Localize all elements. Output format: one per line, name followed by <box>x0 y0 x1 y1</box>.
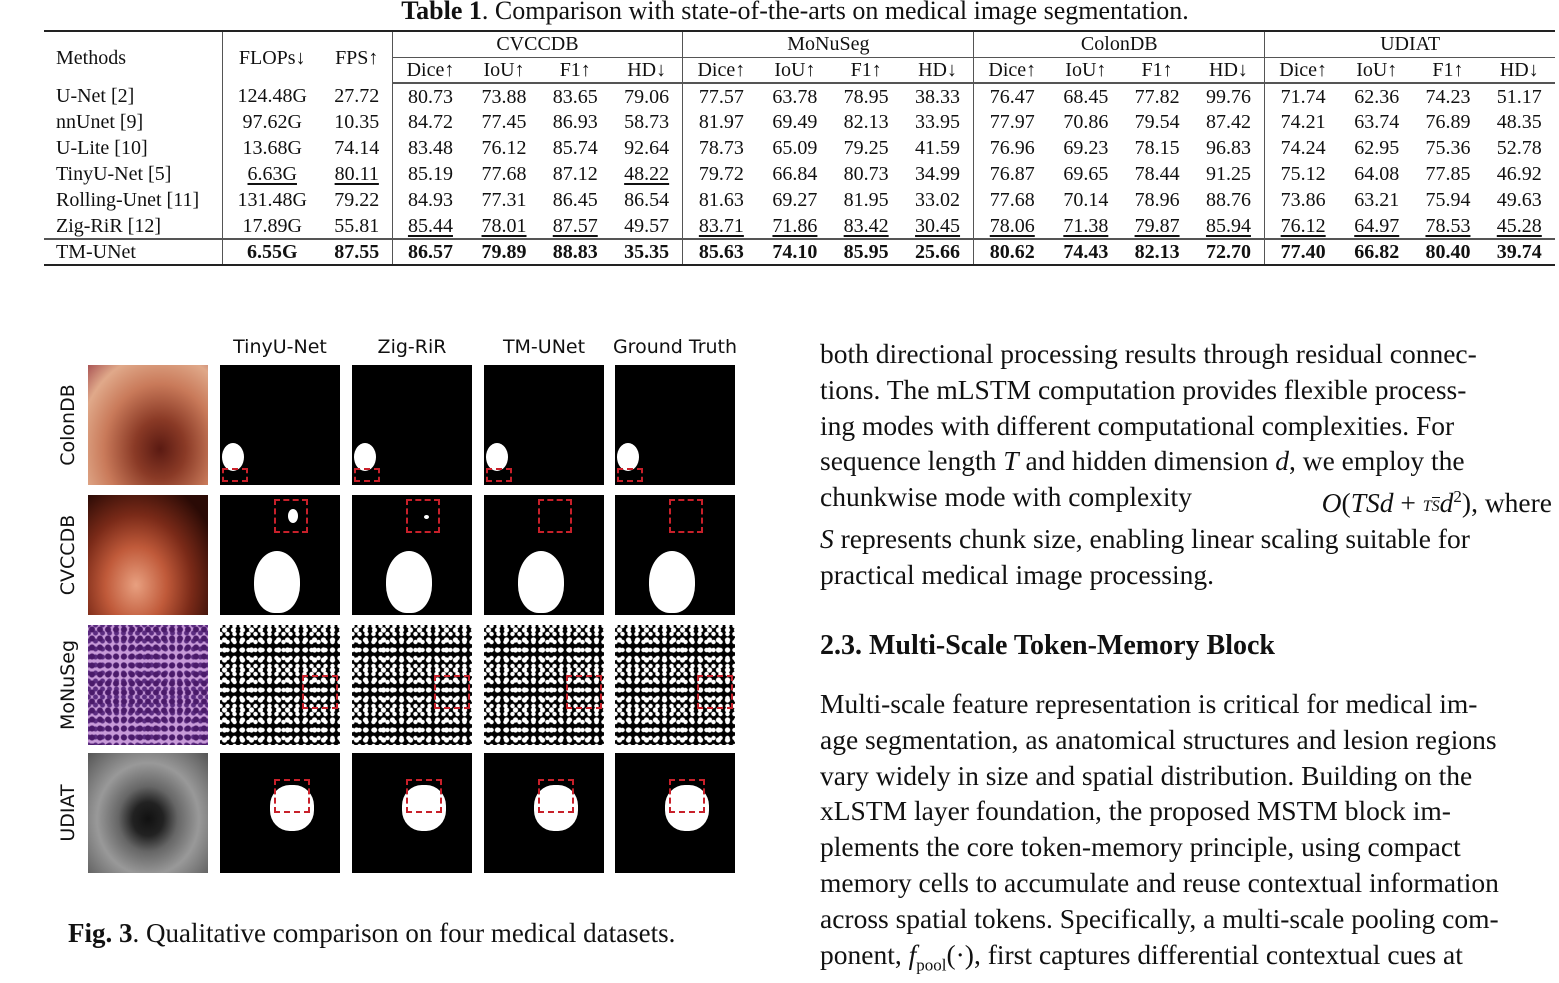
highlight-box <box>486 468 512 482</box>
method-name: nnUnet [9] <box>44 109 222 135</box>
table-cell: 77.45 <box>481 111 527 133</box>
table-cell: 17.89G <box>242 214 302 237</box>
table-cell: 78.53 <box>1425 214 1471 237</box>
table-cell: 35.35 <box>611 239 683 265</box>
table-cell: 69.27 <box>772 189 818 211</box>
segmentation-mask <box>352 365 472 485</box>
table-cell: 80.73 <box>843 163 889 185</box>
table-cell: 69.23 <box>1063 137 1109 159</box>
table-cell: 70.86 <box>1063 111 1109 133</box>
text-line: xLSTM layer foundation, the proposed MSTM block im- <box>820 795 1451 827</box>
table-cell: 83.71 <box>698 214 744 237</box>
table-cell: 48.35 <box>1496 111 1542 133</box>
header-metric: Dice↑ <box>683 57 759 83</box>
table-cell: 81.63 <box>698 189 744 211</box>
table-cell: 34.99 <box>902 161 974 187</box>
table-cell: 79.54 <box>1134 111 1180 133</box>
table-caption <box>0 0 1559 26</box>
table-cell: 87.57 <box>552 214 598 237</box>
highlight-box <box>697 675 733 709</box>
text-line: Multi-scale feature representation is critical for medical im- <box>820 688 1478 719</box>
figure-row-label: CVCCDB <box>57 514 79 596</box>
table-row <box>44 213 1555 239</box>
table-cell: 71.74 <box>1280 85 1326 108</box>
table-cell: 83.65 <box>552 85 598 108</box>
table-cell: 74.43 <box>1050 239 1121 265</box>
figure-caption <box>68 918 675 949</box>
table-cell: 85.74 <box>552 137 598 159</box>
figure-label: Fig. 3 <box>68 918 133 948</box>
table-cell: 86.45 <box>552 189 598 211</box>
segmentation-mask <box>615 753 735 873</box>
table-cell: 83.48 <box>407 137 453 159</box>
segmentation-mask <box>484 365 604 485</box>
segmentation-mask <box>615 365 735 485</box>
header-metric: IoU↑ <box>759 57 830 83</box>
table-cell: 49.57 <box>611 213 683 239</box>
table-cell: 70.14 <box>1063 189 1109 211</box>
table-cell: 77.82 <box>1134 85 1180 108</box>
header-metric: IoU↑ <box>1341 57 1412 83</box>
table-cell: 13.68G <box>242 137 302 159</box>
lesion-blob <box>486 443 508 471</box>
table-cell: 6.55G <box>222 239 322 265</box>
section-heading: 2.3. Multi-Scale Token-Memory Block <box>820 630 1275 661</box>
input-image <box>88 365 208 485</box>
table-cell: 64.08 <box>1354 163 1400 185</box>
table-cell: 30.45 <box>902 213 974 239</box>
highlight-box <box>617 468 643 482</box>
table-cell: 77.97 <box>989 111 1035 133</box>
table-cell: 75.94 <box>1425 189 1471 211</box>
text-line: chunkwise mode with complexity O(TSd + TSd$^2$), where <box>820 479 1552 521</box>
table-cell: 77.85 <box>1425 163 1471 185</box>
table-cell: 85.44 <box>407 214 453 237</box>
figure-row-label: MoNuSeg <box>57 639 79 731</box>
table-cell: 27.72 <box>322 83 392 109</box>
table-cell: 79.87 <box>1134 214 1180 237</box>
header-metric: F1↑ <box>1412 57 1483 83</box>
table-cell: 88.76 <box>1193 187 1265 213</box>
table-cell: 85.63 <box>683 239 759 265</box>
lesion-blob <box>254 551 300 613</box>
highlight-box <box>669 779 705 813</box>
table-cell: 80.11 <box>322 161 392 187</box>
table-cell: 76.47 <box>989 85 1035 108</box>
text-line: vary widely in size and spatial distribution. Building on the <box>820 759 1473 791</box>
table-cell: 91.25 <box>1193 161 1265 187</box>
table-cell: 82.13 <box>1121 239 1192 265</box>
lesion-blob <box>386 551 432 613</box>
table-cell: 69.65 <box>1063 163 1109 185</box>
table-cell: 33.02 <box>902 187 974 213</box>
table-cell: 84.93 <box>407 189 453 211</box>
table-cell: 87.55 <box>322 239 392 265</box>
table-cell: 74.23 <box>1425 85 1471 108</box>
header-metric: F1↑ <box>831 57 902 83</box>
table-cell: 71.86 <box>772 214 818 237</box>
highlight-box <box>274 779 310 813</box>
figure-caption-text: . Qualitative comparison on four medical datasets. <box>132 918 676 948</box>
table-cell: 77.68 <box>481 163 527 185</box>
segmentation-mask <box>352 753 472 873</box>
header-metric: IoU↑ <box>468 57 539 83</box>
table-cell: 80.40 <box>1412 239 1483 265</box>
table-cell: 86.93 <box>552 111 598 133</box>
table-caption-text: . Comparison with state-of-the-arts on medical image segmentation. <box>481 0 1189 25</box>
segmentation-mask <box>220 365 340 485</box>
figure-column-label: TinyU-Net <box>233 336 327 358</box>
segmentation-mask <box>220 625 340 745</box>
table-cell: 85.19 <box>407 163 453 185</box>
table-cell: 74.10 <box>759 239 830 265</box>
lesion-blob <box>222 443 244 471</box>
table-cell: 69.49 <box>772 111 818 133</box>
header-metric: F1↑ <box>1121 57 1192 83</box>
table-row <box>44 135 1555 161</box>
table-cell: 131.48G <box>237 189 307 211</box>
highlight-box <box>354 468 380 482</box>
figure-row-label: UDIAT <box>57 784 79 842</box>
text-line: plements the core token-memory principle, using compact <box>820 831 1461 863</box>
table-cell: 39.74 <box>1484 239 1555 265</box>
highlight-box <box>669 499 703 533</box>
table-cell: 81.97 <box>698 111 744 133</box>
table-cell: 73.88 <box>481 85 527 108</box>
highlight-box <box>222 468 248 482</box>
table-cell: 68.45 <box>1063 85 1109 108</box>
table-cell: 71.38 <box>1063 214 1109 237</box>
table-cell: 76.12 <box>1280 214 1326 237</box>
header-metric: HD↓ <box>902 57 974 83</box>
table-cell: 74.21 <box>1280 111 1326 133</box>
highlight-box <box>302 675 338 709</box>
table-cell: 87.12 <box>552 163 598 185</box>
highlight-box <box>538 779 574 813</box>
table-cell: 76.87 <box>989 163 1035 185</box>
header-fps: FPS↑ <box>322 31 392 83</box>
table-cell: 78.96 <box>1134 189 1180 211</box>
table-cell: 77.31 <box>481 189 527 211</box>
table-cell: 41.59 <box>902 135 974 161</box>
highlight-box <box>434 675 470 709</box>
header-metric: Dice↑ <box>974 57 1050 83</box>
text-line: ponent, $f_{pool}(\cdot)$, first captures differential contextual cues at <box>820 938 1463 975</box>
method-name: U-Lite [10] <box>44 135 222 161</box>
table-row <box>44 161 1555 187</box>
table-cell: 86.57 <box>392 239 468 265</box>
table-cell: 78.15 <box>1134 137 1180 159</box>
table-cell: 25.66 <box>902 239 974 265</box>
header-metric: HD↓ <box>1193 57 1265 83</box>
table-cell: 64.97 <box>1354 214 1400 237</box>
table-cell: 99.76 <box>1193 83 1265 109</box>
paragraph-2 <box>820 686 1552 983</box>
table-cell: 76.12 <box>481 137 527 159</box>
table-cell: 65.09 <box>772 137 818 159</box>
figure-column-label: Zig-RiR <box>377 336 447 358</box>
table-cell: 49.63 <box>1496 189 1542 211</box>
lesion-blob <box>617 443 639 471</box>
segmentation-mask <box>484 495 604 615</box>
text-line: tions. The mLSTM computation provides flexible process- <box>820 373 1467 405</box>
highlight-box <box>406 499 440 533</box>
method-name: Rolling-Unet [11] <box>44 187 222 213</box>
table-cell: 77.68 <box>989 189 1035 211</box>
header-dataset: ColonDB <box>974 31 1265 57</box>
segmentation-mask <box>484 625 604 745</box>
table-cell: 55.81 <box>322 213 392 239</box>
table-cell: 77.57 <box>698 85 744 108</box>
table-cell: 85.94 <box>1193 213 1265 239</box>
header-dataset: MoNuSeg <box>683 31 974 57</box>
method-name: U-Net [2] <box>44 83 222 109</box>
text-line: both directional processing results through residual connec- <box>820 338 1477 369</box>
lesion-blob <box>354 443 376 471</box>
text-line: practical medical image processing. <box>820 558 1214 590</box>
lesion-blob <box>649 551 695 613</box>
table-cell: 78.44 <box>1134 163 1180 185</box>
table-cell: 51.17 <box>1496 85 1542 108</box>
table-cell: 84.72 <box>407 111 453 133</box>
input-image <box>88 495 208 615</box>
table-cell: 75.36 <box>1425 137 1471 159</box>
method-name: TinyU-Net [5] <box>44 161 222 187</box>
table-cell: 85.95 <box>831 239 902 265</box>
table-cell: 88.83 <box>540 239 611 265</box>
highlight-box <box>566 675 602 709</box>
segmentation-mask <box>352 625 472 745</box>
table-cell: 38.33 <box>902 83 974 109</box>
table-cell: 52.78 <box>1496 137 1542 159</box>
table-cell: 62.36 <box>1354 85 1400 108</box>
segmentation-mask <box>220 753 340 873</box>
table-cell: 62.95 <box>1354 137 1400 159</box>
table-cell: 97.62G <box>242 111 302 133</box>
header-dataset: UDIAT <box>1265 31 1555 57</box>
table-cell: 10.35 <box>322 109 392 135</box>
table-cell: 80.62 <box>974 239 1050 265</box>
table-cell: 80.73 <box>407 85 453 108</box>
table-row <box>44 239 1555 265</box>
header-metric: HD↓ <box>611 57 683 83</box>
text-line: S represents chunk size, enabling linear scaling suitable for <box>820 523 1470 555</box>
header-metric: HD↓ <box>1484 57 1555 83</box>
method-name: TM-UNet <box>44 239 222 265</box>
figure-column-label: Ground Truth <box>612 336 738 358</box>
highlight-box <box>538 499 572 533</box>
table-cell: 66.82 <box>1341 239 1412 265</box>
table-cell: 96.83 <box>1193 135 1265 161</box>
header-metric: Dice↑ <box>392 57 468 83</box>
segmentation-mask <box>615 625 735 745</box>
input-image <box>88 753 208 873</box>
paragraph-1 <box>820 336 1552 593</box>
table-cell: 74.14 <box>322 135 392 161</box>
table-cell: 33.95 <box>902 109 974 135</box>
highlight-box <box>274 499 308 533</box>
table-cell: 75.12 <box>1280 163 1326 185</box>
table-cell: 86.54 <box>611 187 683 213</box>
table-cell: 72.70 <box>1193 239 1265 265</box>
text-line: ing modes with different computational complexities. For <box>820 409 1455 441</box>
table-cell: 78.73 <box>698 137 744 159</box>
header-metric: F1↑ <box>540 57 611 83</box>
text-line: sequence length T and hidden dimension d, we employ the <box>820 445 1465 477</box>
text-line: age segmentation, as anatomical structures and lesion regions <box>820 723 1497 755</box>
table-cell: 124.48G <box>237 85 307 107</box>
table-cell: 73.86 <box>1280 189 1326 211</box>
table-cell: 76.89 <box>1425 111 1471 133</box>
table-label: Table 1 <box>401 0 482 25</box>
table-cell: 81.95 <box>843 189 889 211</box>
complexity-formula: O(TSd + TSd$^2$), where <box>1321 487 1552 519</box>
table-cell: 77.40 <box>1265 239 1341 265</box>
table-cell: 76.96 <box>989 137 1035 159</box>
table-cell: 79.22 <box>322 187 392 213</box>
lesion-blob <box>518 551 564 613</box>
table-cell: 92.64 <box>611 135 683 161</box>
table-cell: 58.73 <box>611 109 683 135</box>
header-flops: FLOPs↓ <box>238 46 306 69</box>
header-metric: IoU↑ <box>1050 57 1121 83</box>
segmentation-mask <box>615 495 735 615</box>
header-dataset: CVCCDB <box>392 31 683 57</box>
table-cell: 82.13 <box>843 111 889 133</box>
table-cell: 46.92 <box>1496 163 1542 185</box>
highlight-box <box>406 779 442 813</box>
header-metric: Dice↑ <box>1265 57 1341 83</box>
table-row <box>44 187 1555 213</box>
table-cell: 63.74 <box>1354 111 1400 133</box>
table-row <box>44 83 1555 109</box>
table-row <box>44 109 1555 135</box>
table-cell: 78.01 <box>481 214 527 237</box>
segmentation-mask <box>484 753 604 873</box>
table-cell: 6.63G <box>247 163 297 185</box>
header-methods: Methods <box>44 31 222 83</box>
segmentation-mask <box>352 495 472 615</box>
comparison-table <box>44 30 1555 266</box>
table-cell: 79.89 <box>468 239 539 265</box>
table-cell: 48.22 <box>611 161 683 187</box>
table-cell: 78.95 <box>843 85 889 108</box>
table-cell: 45.28 <box>1496 214 1542 237</box>
table-cell: 63.78 <box>772 85 818 108</box>
figure-column-label: TM-UNet <box>502 336 586 358</box>
table-cell: 83.42 <box>843 214 889 237</box>
table-cell: 63.21 <box>1354 189 1400 211</box>
table-cell: 79.06 <box>611 83 683 109</box>
table-cell: 79.72 <box>698 163 744 185</box>
table-cell: 66.84 <box>772 163 818 185</box>
text-line: memory cells to accumulate and reuse contextual information <box>820 866 1499 898</box>
method-name: Zig-RiR [12] <box>44 213 222 239</box>
table-cell: 74.24 <box>1280 137 1326 159</box>
segmentation-mask <box>220 495 340 615</box>
input-image <box>88 625 208 745</box>
table-cell: 78.06 <box>989 214 1035 237</box>
text-line: across spatial tokens. Specifically, a multi-scale pooling com- <box>820 902 1499 934</box>
figure-row-label: ColonDB <box>57 384 79 466</box>
table-cell: 79.25 <box>843 137 889 159</box>
table-cell: 87.42 <box>1193 109 1265 135</box>
